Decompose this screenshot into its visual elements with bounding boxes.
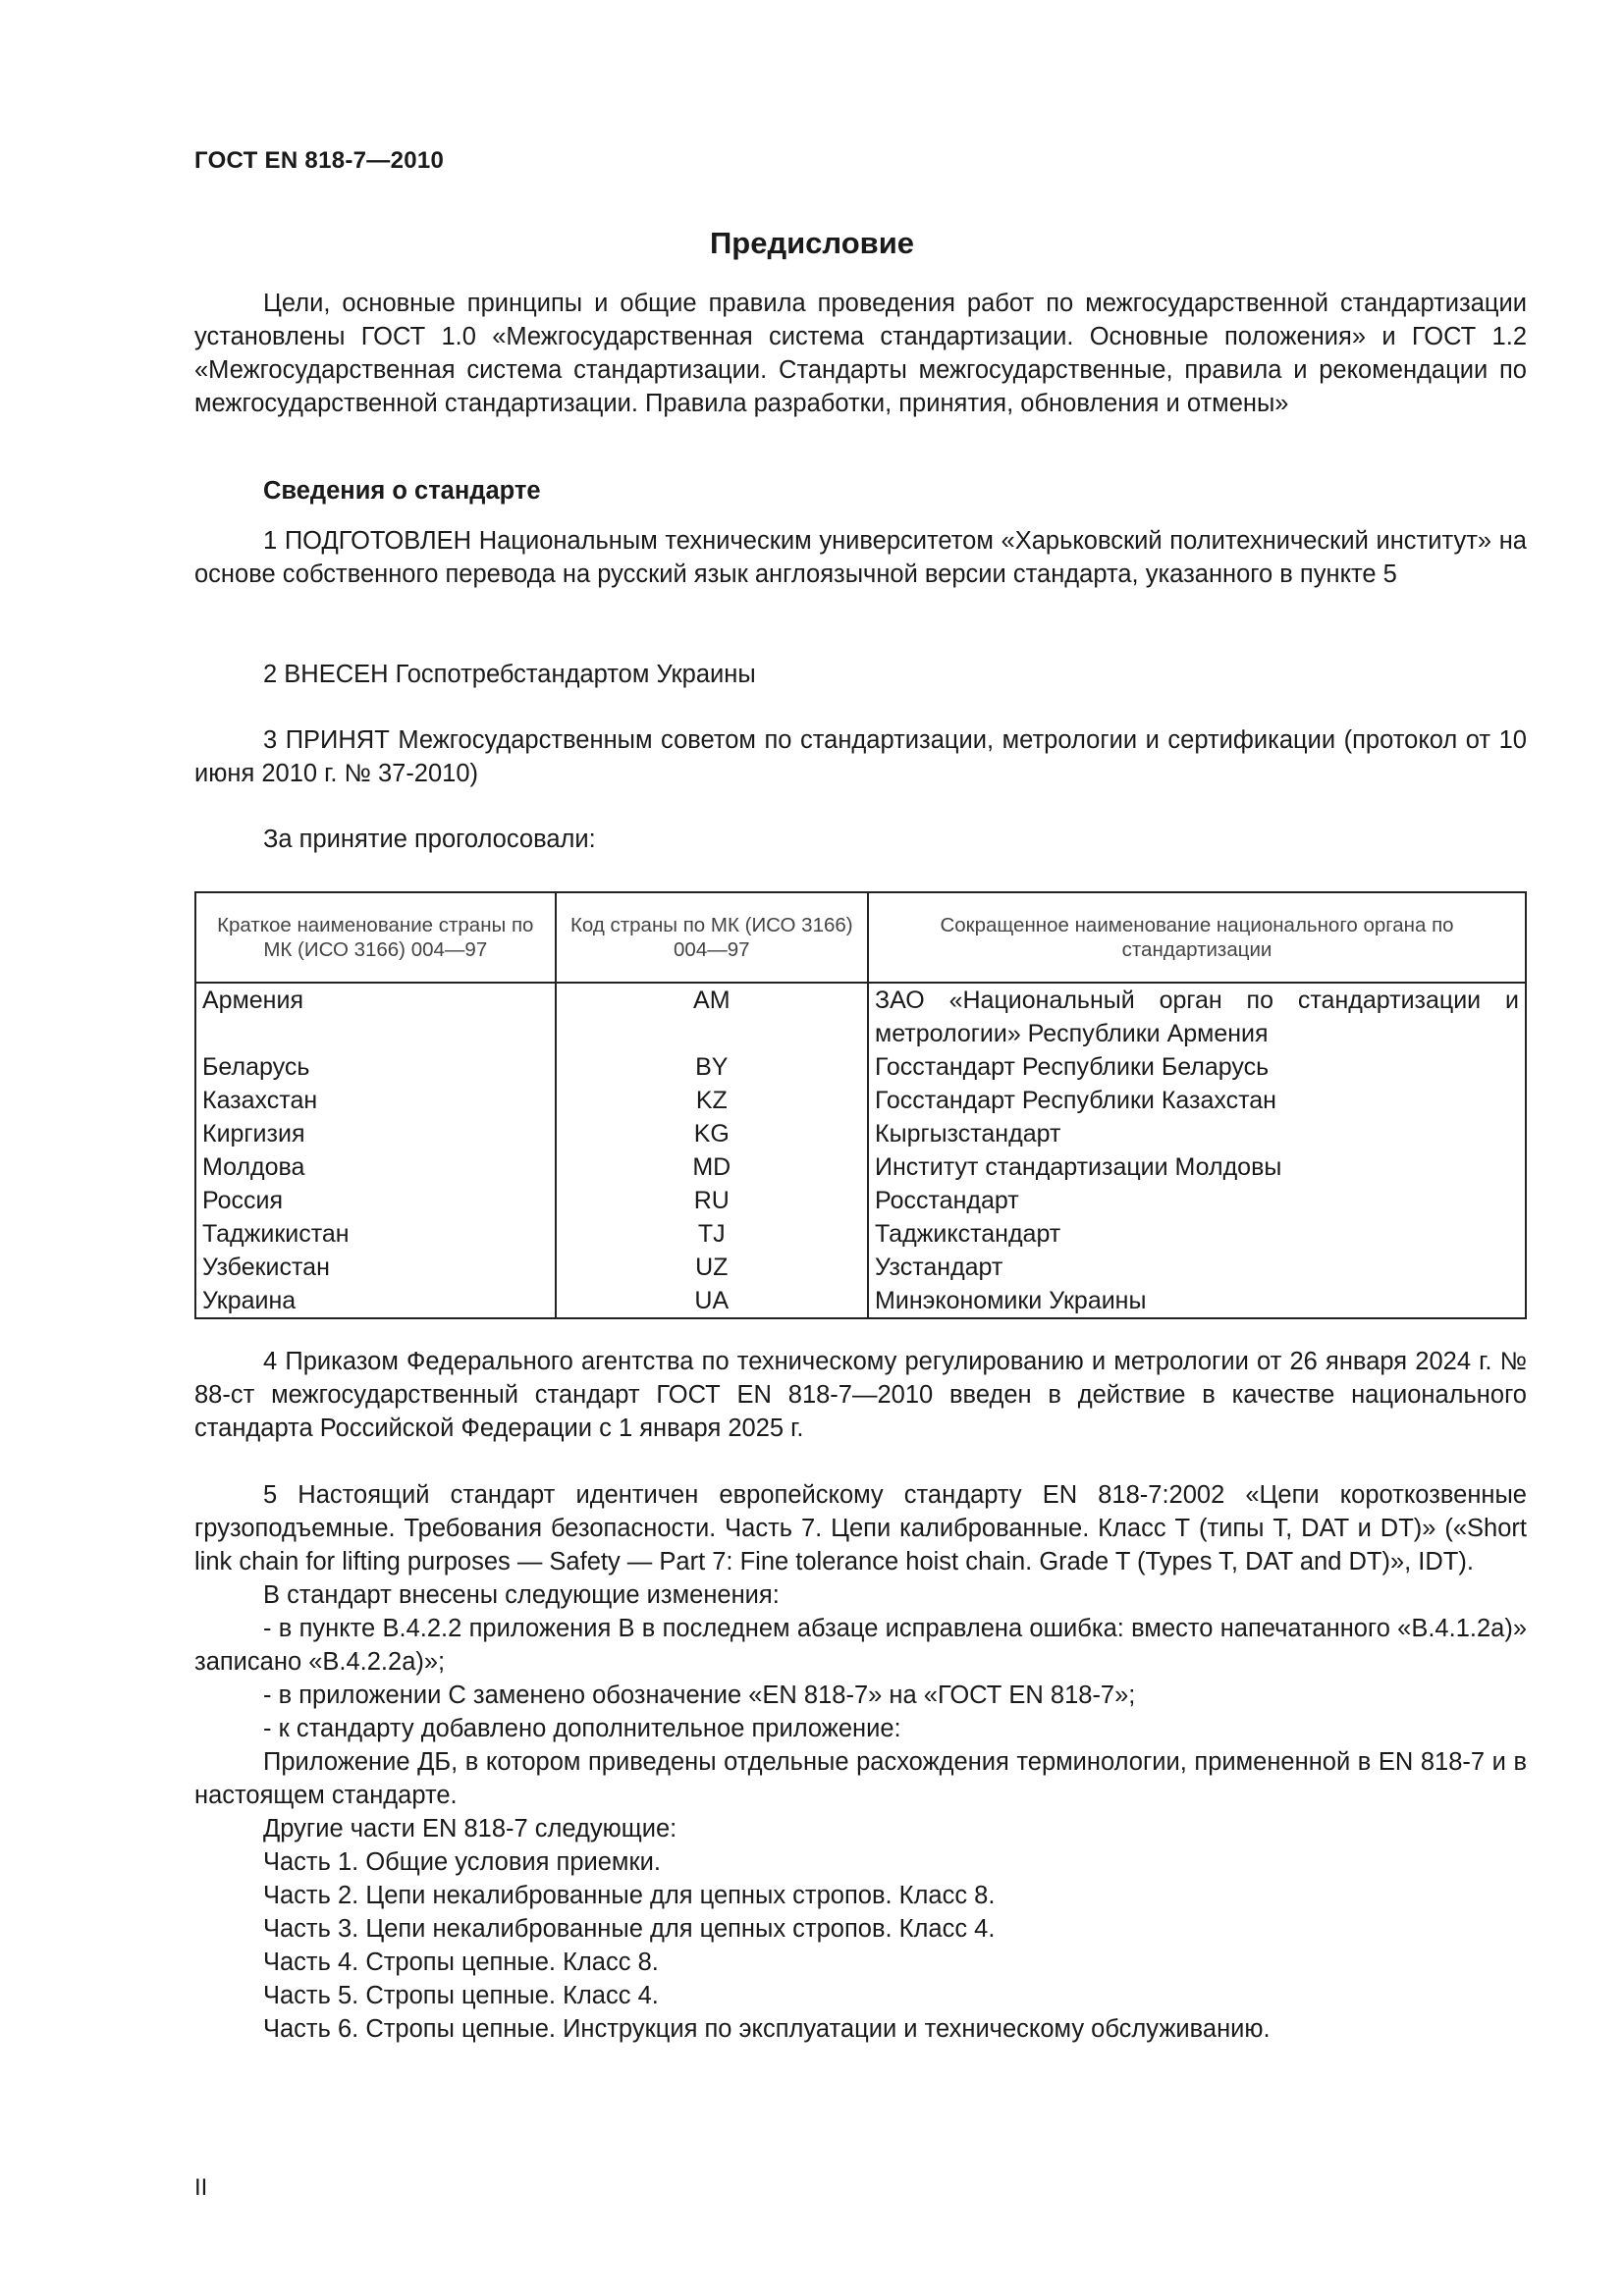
- item-4-paragraph: 4 Приказом Федерального агентства по техническому регулированию и метрологии от 26 января 2024 г. № 88-ст межгосударственный стандарт ГОСТ EN 818-7—2010 введен в действие в качестве национального стандарта Российской Федерации с 1 января 2025 г.: [194, 1348, 1527, 1442]
- code-cell: UZ: [556, 1251, 868, 1284]
- intro-paragraph: Цели, основные принципы и общие правила проведения работ по межгосударственной стандартизации установлены ГОСТ 1.0 «Межгосударственная система стандартизации. Основные положения» и ГОСТ 1.2 «Межгосударственная система стандартизации. Стандарты межгосударственные, правила и рекомендации по межгосударственной стандартизации. Правила разработки, принятия, обновления и отмены»: [194, 290, 1527, 417]
- organization-cell: Институт стандартизации Молдовы: [868, 1150, 1526, 1184]
- page-title: Предисловие: [709, 226, 914, 260]
- organization-cell: Госстандарт Республики Беларусь: [868, 1050, 1526, 1084]
- table-row: [195, 1150, 1526, 1184]
- item-5-paragraph: 5 Настоящий стандарт идентичен европейскому стандарту EN 818-7:2002 «Цепи короткозвенные грузоподъемные. Требования безопасности. Часть 7. Цепи калиброванные. Класс Т (типы T, DAT и DT)» («Short link chain for lifting purposes — Safety — Part 7: Fine tolerance hoist chain. Grade T (Types T, DAT and DT)», IDT).: [194, 1481, 1527, 1575]
- code-cell: MD: [556, 1150, 868, 1184]
- standard-info-section: [194, 474, 1527, 507]
- country-cell: Молдова: [195, 1150, 556, 1184]
- voting-table: [194, 891, 1527, 1319]
- country-cell: Украина: [195, 1284, 556, 1318]
- item-5-section: [194, 1478, 1527, 2046]
- change-item: - в пункте В.4.2.2 приложения В в последнем абзаце исправлена ошибка: вместо напечатанного «В.4.1.2а)» записано «В.4.2.2а)»;: [194, 1615, 1527, 1676]
- code-cell: TJ: [556, 1217, 868, 1251]
- column-header-code: Код страны по МК (ИСО 3166) 004—97: [556, 892, 868, 983]
- country-cell: Армения: [195, 983, 556, 1050]
- organization-cell: Кыргызстандарт: [868, 1117, 1526, 1150]
- intro-section: [194, 287, 1527, 420]
- item-2-section: [194, 658, 1527, 691]
- item-3-paragraph: 3 ПРИНЯТ Межгосударственным советом по стандартизации, метрологии и сертификации (протокол от 10 июня 2010 г. № 37-2010): [194, 726, 1527, 787]
- table-row: [195, 1251, 1526, 1284]
- organization-cell: Таджикстандарт: [868, 1217, 1526, 1251]
- change-item: - в приложении С заменено обозначение «EN 818-7» на «ГОСТ EN 818-7»;: [263, 1682, 1136, 1709]
- organization-cell: Минэкономики Украины: [868, 1284, 1526, 1318]
- part-list-item: Часть 4. Стропы цепные. Класс 8.: [263, 1949, 659, 1976]
- table-row: [195, 1050, 1526, 1084]
- code-cell: BY: [556, 1050, 868, 1084]
- country-cell: Россия: [195, 1184, 556, 1217]
- table-header-row: [195, 892, 1526, 983]
- other-parts-intro: Другие части EN 818-7 следующие:: [263, 1815, 677, 1842]
- column-header-country: Краткое наименование страны по МК (ИСО 3166) 004—97: [195, 892, 556, 983]
- part-list-item: Часть 6. Стропы цепные. Инструкция по эксплуатации и техническому обслуживанию.: [263, 2015, 1271, 2043]
- annex-db-paragraph: Приложение ДБ, в котором приведены отдельные расхождения терминологии, примененной в EN 818-7 и в настоящем стандарте.: [194, 1748, 1527, 1809]
- code-cell: RU: [556, 1184, 868, 1217]
- table-row: [195, 1284, 1526, 1318]
- item-1-paragraph: 1 ПОДГОТОВЛЕН Национальным техническим университетом «Харьковский политехнический институт» на основе собственного перевода на русский язык англоязычной версии стандарта, указанного в пункте 5: [194, 527, 1527, 588]
- country-cell: Казахстан: [195, 1084, 556, 1117]
- item-3-section: [194, 723, 1527, 790]
- vote-intro-section: [194, 823, 1527, 856]
- table-row: [195, 983, 1526, 1050]
- changes-intro: В стандарт внесены следующие изменения:: [263, 1581, 780, 1609]
- code-cell: KZ: [556, 1084, 868, 1117]
- section-heading: Сведения о стандарте: [263, 477, 541, 505]
- country-cell: Таджикистан: [195, 1217, 556, 1251]
- table-row: [195, 1084, 1526, 1117]
- item-2-paragraph: 2 ВНЕСЕН Госпотребстандартом Украины: [263, 661, 756, 688]
- vote-intro-text: За принятие проголосовали:: [263, 826, 596, 853]
- part-list-item: Часть 2. Цепи некалиброванные для цепных стропов. Класс 8.: [263, 1882, 996, 1909]
- organization-cell: ЗАО «Национальный орган по стандартизации и метрологии» Республики Армения: [868, 983, 1526, 1050]
- organization-cell: Узстандарт: [868, 1251, 1526, 1284]
- part-list-item: Часть 5. Стропы цепные. Класс 4.: [263, 1982, 659, 2009]
- country-cell: Беларусь: [195, 1050, 556, 1084]
- organization-cell: Росстандарт: [868, 1184, 1526, 1217]
- table-row: [195, 1184, 1526, 1217]
- page-number: II: [194, 2174, 208, 2201]
- code-cell: AM: [556, 983, 868, 1050]
- change-item: - к стандарту добавлено дополнительное приложение:: [263, 1715, 901, 1742]
- item-4-section: [194, 1345, 1527, 1445]
- organization-cell: Госстандарт Республики Казахстан: [868, 1084, 1526, 1117]
- part-list-item: Часть 3. Цепи некалиброванные для цепных стропов. Класс 4.: [263, 1915, 996, 1943]
- code-cell: KG: [556, 1117, 868, 1150]
- country-cell: Узбекистан: [195, 1251, 556, 1284]
- country-cell: Киргизия: [195, 1117, 556, 1150]
- column-header-organization: Сокращенное наименование национального органа по стандартизации: [868, 892, 1526, 983]
- code-cell: UA: [556, 1284, 868, 1318]
- document-code: ГОСТ EN 818-7—2010: [194, 147, 445, 174]
- table-row: [195, 1117, 1526, 1150]
- part-list-item: Часть 1. Общие условия приемки.: [263, 1848, 661, 1876]
- table-row: [195, 1217, 1526, 1251]
- item-1-section: [194, 524, 1527, 591]
